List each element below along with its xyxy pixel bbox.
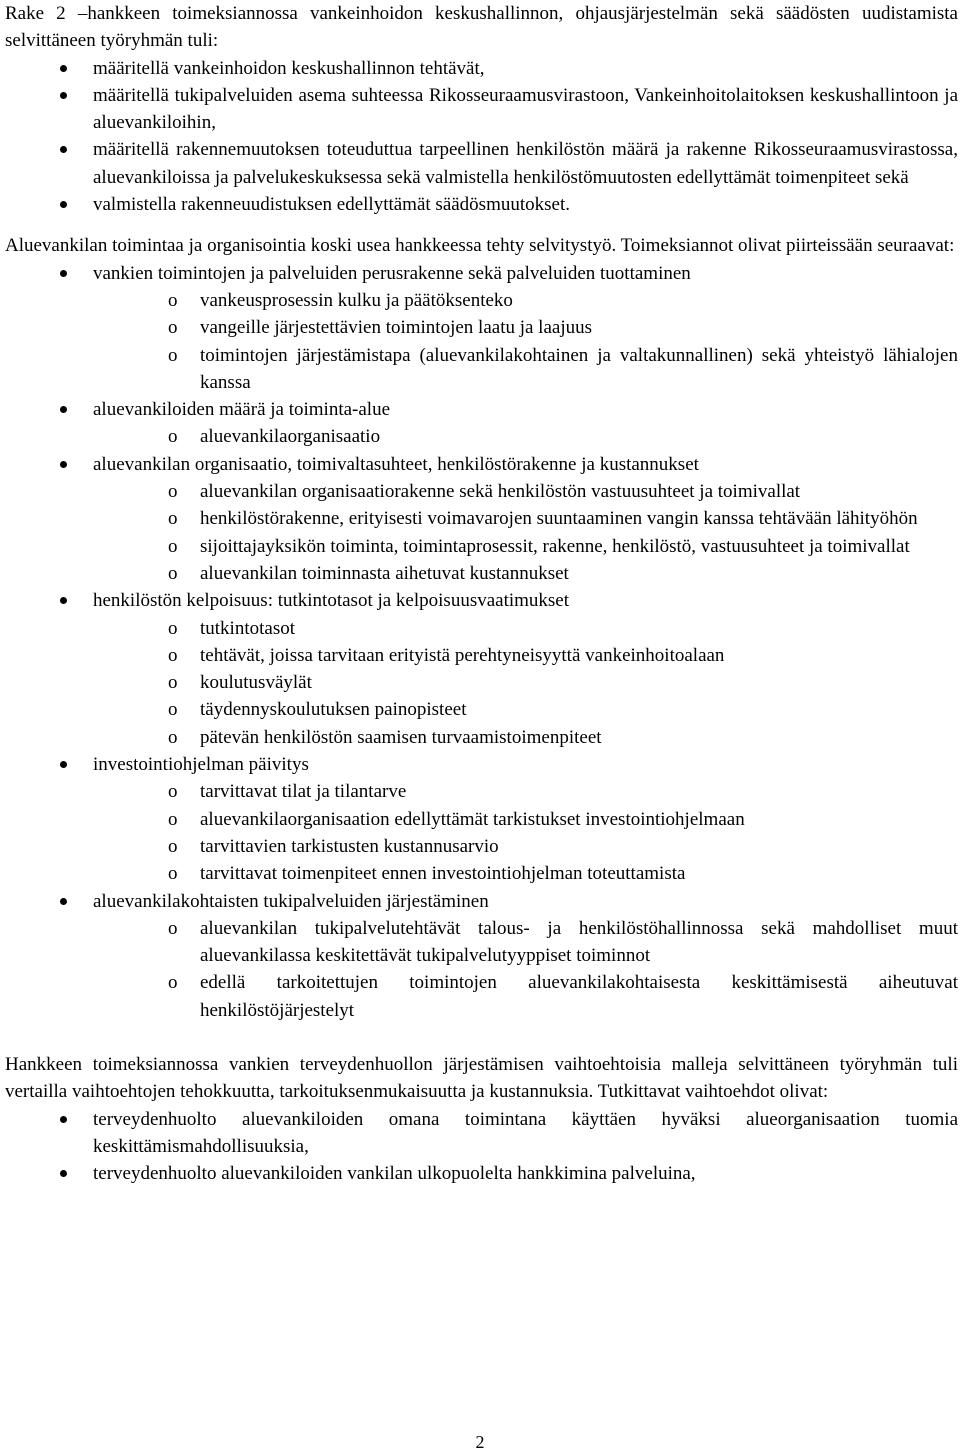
sub-bullet-icon: o bbox=[168, 562, 178, 584]
topic-item bbox=[5, 888, 958, 1024]
sub-bullet-icon: o bbox=[168, 289, 178, 311]
subtopic-label: koulutusväylät bbox=[200, 672, 312, 694]
subtopics-list bbox=[5, 778, 958, 887]
subtopic-item bbox=[5, 478, 958, 505]
list-item: valmistella rakenneuudistuksen edellyttämät säädösmuutokset. bbox=[5, 191, 958, 218]
subtopic-item bbox=[5, 806, 958, 833]
subtopic-item bbox=[5, 969, 958, 1024]
sub-bullet-icon: o bbox=[168, 426, 178, 448]
bullet-icon bbox=[60, 270, 67, 277]
sub-bullet-icon: o bbox=[168, 917, 178, 939]
subtopic-label: tarvittavien tarkistusten kustannusarvio bbox=[200, 835, 499, 857]
healthcare-paragraph: Hankkeen toimeksiannossa vankien terveydenhuollon järjestämisen vaihtoehtoisia malleja selvittäneen työryhmän tuli vertailla vaihtoehtojen tehokkuutta, tarkoituksenmukaisuutta ja kustannuksia. Tutkittavat vaihtoehdot olivat: bbox=[5, 1053, 958, 1103]
subtopic-item bbox=[5, 423, 958, 450]
subtopic-label: tarvittavat tilat ja tilantarve bbox=[200, 781, 407, 803]
subtopic-item bbox=[5, 287, 958, 314]
subtopic-label: henkilöstörakenne, erityisesti voimavarojen suuntaaminen vangin kanssa tehtävään lähityöhön bbox=[200, 508, 918, 530]
subtopics-list bbox=[5, 423, 958, 450]
subtopic-item bbox=[5, 560, 958, 587]
subtopic-item bbox=[5, 342, 958, 397]
topic-label: aluevankilan organisaatio, toimivaltasuhteet, henkilöstörakenne ja kustannukset bbox=[93, 453, 699, 475]
sub-bullet-icon: o bbox=[168, 317, 178, 339]
bullet-icon bbox=[60, 406, 67, 413]
list-item: määritellä rakennemuutoksen toteuduttua tarpeellinen henkilöstön määrä ja rakenne Rikosseuraamusvirastossa, aluevankiloissa ja palvelukeskuksessa sekä valmistella henkilöstömuutosten edellyttämät toimenpiteet sekä bbox=[5, 136, 958, 191]
topics-list bbox=[5, 260, 958, 1024]
subtopic-label: toimintojen järjestämistapa (aluevankilakohtainen ja valtakunnallinen) sekä yhteistyö lähialojen kanssa bbox=[200, 344, 958, 393]
sub-bullet-icon: o bbox=[168, 781, 178, 803]
subtopic-label: aluevankilaorganisaatio bbox=[200, 426, 381, 448]
list-item: määritellä tukipalveluiden asema suhteessa Rikosseuraamusvirastoon, Vankeinhoitolaitoksen keskushallintoon ja aluevankiloihin, bbox=[5, 82, 958, 137]
topic-item bbox=[5, 451, 958, 587]
subtopic-item bbox=[5, 724, 958, 751]
bullet-icon bbox=[60, 597, 67, 604]
topic-label: investointiohjelman päivitys bbox=[93, 754, 309, 776]
subtopic-label: edellä tarkoitettujen toimintojen aluevankilakohtaisesta keskittämisestä aiheutuvat henkilöstöjärjestelyt bbox=[200, 972, 958, 1021]
subtopic-item bbox=[5, 314, 958, 341]
subtopics-list bbox=[5, 478, 958, 587]
topic-label: aluevankilakohtaisten tukipalveluiden järjestäminen bbox=[93, 890, 489, 912]
document-page bbox=[5, 0, 958, 1187]
subtopic-label: aluevankilan tukipalvelutehtävät talous- ja henkilöstöhallinnossa sekä mahdolliset muut aluevankilassa keskitettävät tukipalvelutyyppiset toiminnot bbox=[200, 917, 958, 967]
sub-bullet-icon: o bbox=[168, 972, 178, 994]
sub-bullet-icon: o bbox=[168, 863, 178, 885]
subtopic-label: aluevankilaorganisaation edellyttämät tarkistukset investointiohjelmaan bbox=[200, 808, 745, 830]
sub-bullet-icon: o bbox=[168, 644, 178, 666]
subtopic-label: tehtävät, joissa tarvitaan erityistä perehtyneisyyttä vankeinhoitoalaan bbox=[200, 644, 725, 666]
subtopic-item bbox=[5, 833, 958, 860]
sub-bullet-icon: o bbox=[168, 835, 178, 857]
subtopic-item bbox=[5, 669, 958, 696]
subtopic-item bbox=[5, 615, 958, 642]
bullet-icon bbox=[60, 92, 67, 99]
spacer bbox=[5, 1024, 958, 1051]
bullet-icon bbox=[60, 1170, 67, 1177]
list-item: terveydenhuolto aluevankiloiden omana toimintana käyttäen hyväksi alueorganisaation tuomia keskittämismahdollisuuksia, bbox=[5, 1106, 958, 1161]
tasks-list bbox=[5, 55, 958, 219]
subtopic-label: aluevankilan organisaatiorakenne sekä henkilöstön vastuusuhteet ja toimivallat bbox=[200, 481, 801, 503]
subtopic-item bbox=[5, 860, 958, 887]
sub-bullet-icon: o bbox=[168, 535, 178, 557]
subtopic-item bbox=[5, 915, 958, 970]
sub-bullet-icon: o bbox=[168, 808, 178, 830]
sub-bullet-icon: o bbox=[168, 699, 178, 721]
topic-label: vankien toimintojen ja palveluiden perusrakenne sekä palveluiden tuottaminen bbox=[93, 262, 691, 284]
subtopic-label: tarvittavat toimenpiteet ennen investointiohjelman toteuttamista bbox=[200, 863, 686, 885]
subtopic-label: vangeille järjestettävien toimintojen laatu ja laajuus bbox=[200, 317, 593, 339]
topic-item bbox=[5, 751, 958, 887]
bullet-icon bbox=[60, 461, 67, 468]
bullet-icon bbox=[60, 201, 67, 208]
list-item: terveydenhuolto aluevankiloiden vankilan ulkopuolelta hankkimina palveluina, bbox=[5, 1160, 958, 1187]
subtopic-label: sijoittajayksikön toiminta, toimintaprosessit, rakenne, henkilöstö, vastuusuhteet ja toimivallat bbox=[200, 535, 910, 557]
sub-bullet-icon: o bbox=[168, 508, 178, 530]
bullet-icon bbox=[60, 146, 67, 153]
bullet-icon bbox=[60, 65, 67, 72]
bullet-icon bbox=[60, 898, 67, 905]
sub-bullet-icon: o bbox=[168, 617, 178, 639]
subtopic-item bbox=[5, 642, 958, 669]
subtopic-label: vankeusprosessin kulku ja päätöksenteko bbox=[200, 289, 513, 311]
intro-paragraph: Rake 2 –hankkeen toimeksiannossa vankeinhoidon keskushallinnon, ohjausjärjestelmän sekä säädösten uudistamista selvittäneen työryhmän tuli: bbox=[5, 3, 958, 52]
subtopic-label: täydennyskoulutuksen painopisteet bbox=[200, 699, 467, 721]
subtopic-label: aluevankilan toiminnasta aihetuvat kustannukset bbox=[200, 562, 569, 584]
sub-bullet-icon: o bbox=[168, 481, 178, 503]
subtopic-label: tutkintotasot bbox=[200, 617, 295, 639]
subtopic-item bbox=[5, 505, 958, 532]
subtopics-list bbox=[5, 915, 958, 1024]
list-item: määritellä vankeinhoidon keskushallinnon tehtävät, bbox=[5, 55, 958, 82]
topic-item bbox=[5, 260, 958, 396]
sub-bullet-icon: o bbox=[168, 344, 178, 366]
topic-label: henkilöstön kelpoisuus: tutkintotasot ja kelpoisuusvaatimukset bbox=[93, 590, 570, 612]
bullet-icon bbox=[60, 1116, 67, 1123]
subtopic-item bbox=[5, 533, 958, 560]
topic-label: aluevankiloiden määrä ja toiminta-alue bbox=[93, 399, 391, 421]
page-number: 2 bbox=[475, 1432, 485, 1452]
organisation-paragraph: Aluevankilan toimintaa ja organisointia koski usea hankkeessa tehty selvitystyö. Toimeksiannot olivat piirteissään seuraavat: bbox=[5, 235, 955, 257]
topic-item bbox=[5, 587, 958, 751]
subtopic-label: pätevän henkilöstön saamisen turvaamistoimenpiteet bbox=[200, 726, 602, 748]
bullet-icon bbox=[60, 761, 67, 768]
sub-bullet-icon: o bbox=[168, 726, 178, 748]
topic-item bbox=[5, 396, 958, 451]
alternatives-list bbox=[5, 1106, 958, 1188]
subtopics-list bbox=[5, 615, 958, 751]
subtopic-item bbox=[5, 696, 958, 723]
sub-bullet-icon: o bbox=[168, 672, 178, 694]
subtopic-item bbox=[5, 778, 958, 805]
subtopics-list bbox=[5, 287, 958, 396]
spacer bbox=[5, 218, 958, 232]
